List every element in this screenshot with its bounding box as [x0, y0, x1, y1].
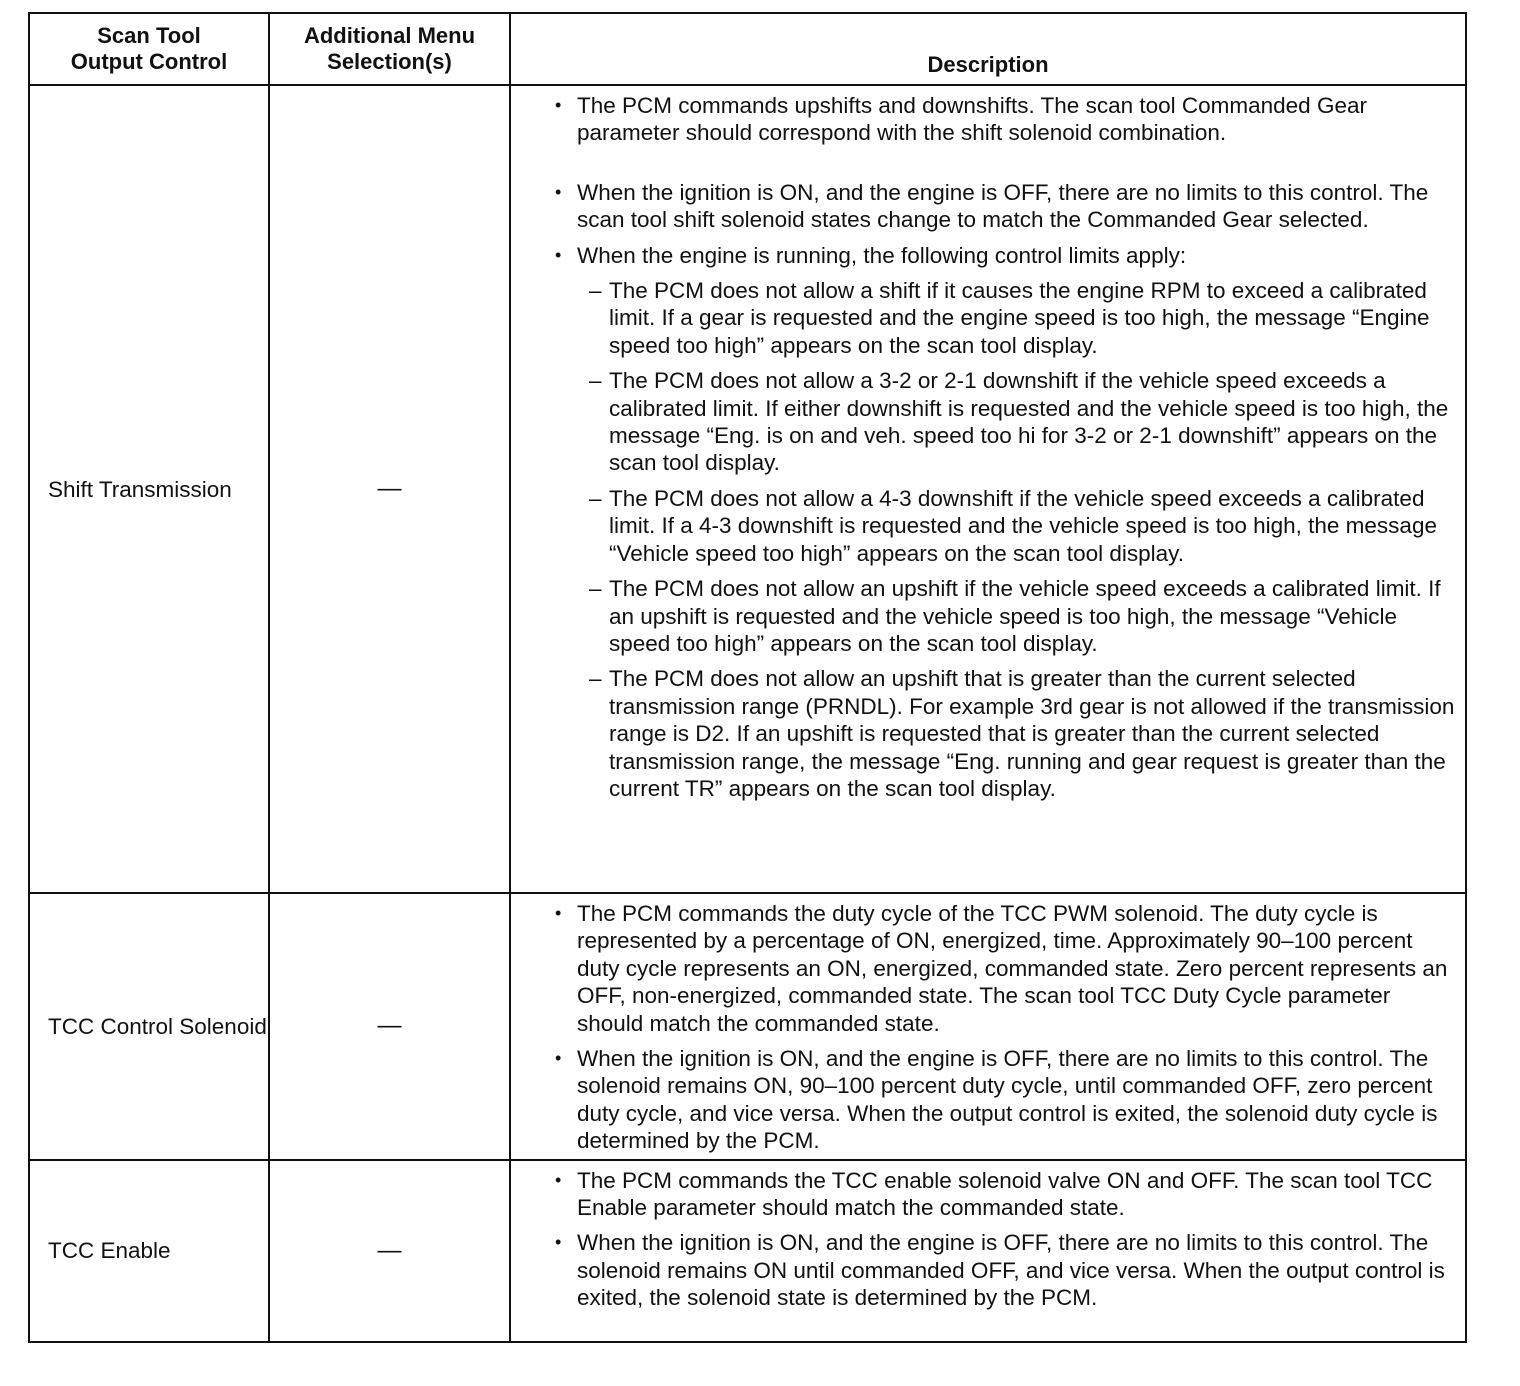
dash-icon: –: [589, 576, 602, 602]
bullet-list: [551, 92, 1455, 802]
bullet-item: • The PCM commands the duty cycle of the TCC PWM solenoid. The duty cycle is represented by a percentage of ON, energized, time. Approximately 90–100 percent duty cycle represents an ON, energized, commanded state. Zero percent represents an OFF, non-energized, commanded state. The scan tool TCC Duty Cycle parameter should match the commanded state.: [555, 901, 1448, 1036]
output-control-table: [28, 12, 1467, 1343]
bullet-icon: •: [555, 1232, 562, 1253]
sub-item: – The PCM does not allow an upshift that is greater than the current selected transmission range (PRNDL). For example 3rd gear is not allowed if the transmission range is D2. If an upshift is requested that is greater than the current selected transmission range, the message “Eng. running and gear request is greater than the current TR” appears on the scan tool display.: [589, 666, 1455, 801]
control-name-cell: Shift Transmission: [29, 85, 269, 893]
menu-selection-cell: —: [269, 85, 510, 893]
dash-icon: –: [589, 278, 602, 304]
header-menu: Additional Menu Selection(s): [269, 13, 510, 85]
description-cell: [510, 893, 1466, 1160]
dash-icon: –: [589, 666, 602, 692]
sub-item: – The PCM does not allow a 4-3 downshift if the vehicle speed exceeds a calibrated limit. If a 4-3 downshift is requested and the vehicle speed is too high, the message “Vehicle speed too high” appears on the scan tool display.: [589, 485, 1437, 566]
control-name-cell: TCC Control Solenoid: [29, 893, 269, 1160]
sub-item: – The PCM does not allow a 3-2 or 2-1 downshift if the vehicle speed exceeds a calibrated limit. If either downshift is requested and the vehicle speed is too high, the message “Eng. is on and veh. speed too hi for 3-2 or 2-1 downshift” appears on the scan tool display.: [589, 368, 1449, 476]
description-cell: [510, 85, 1466, 893]
bullet-icon: •: [555, 1169, 562, 1190]
bullet-item: • When the ignition is ON, and the engine is OFF, there are no limits to this control. The scan tool shift solenoid states change to match the Commanded Gear selected.: [555, 179, 1429, 233]
control-name-cell: TCC Enable: [29, 1160, 269, 1342]
bullet-icon: •: [555, 95, 562, 115]
bullet-item: • When the ignition is ON, and the engine is OFF, there are no limits to this control. The solenoid remains ON, 90–100 percent duty cycle, until commanded OFF, zero percent duty cycle, and vice versa. When the output control is exited, the solenoid duty cycle is determined by the PCM.: [555, 1046, 1438, 1154]
menu-selection-cell: —: [269, 1160, 510, 1342]
bullet-icon: •: [555, 903, 562, 923]
bullet-icon: •: [555, 1048, 562, 1069]
description-cell: [510, 1160, 1466, 1342]
bullet-icon: •: [555, 244, 562, 265]
bullet-list: [551, 1167, 1455, 1312]
bullet-item: • The PCM commands the TCC enable solenoid valve ON and OFF. The scan tool TCC Enable parameter should match the commanded state.: [555, 1167, 1433, 1221]
table-row: [29, 85, 1466, 893]
dash-icon: –: [589, 485, 602, 511]
header-description: Description: [510, 13, 1466, 85]
header-control: Scan Tool Output Control: [29, 13, 269, 85]
sub-item: – The PCM does not allow a shift if it causes the engine RPM to exceed a calibrated limit. If a gear is requested and the engine speed is too high, the message “Engine speed too high” appears on the scan tool display.: [589, 278, 1430, 358]
bullet-list: [551, 900, 1455, 1155]
dash-icon: –: [589, 368, 602, 394]
sub-list: [577, 277, 1455, 802]
bullet-item: • When the engine is running, the following control limits apply: – The PCM does not allow a shift if it causes the engine RPM to exceed a calibrated limit. If a gear is requested and the engine speed is too high, the message “Engine speed too high” appears on the scan tool display. – The PCM does not allow a 3-2 or 2-1 downshift if the vehicle speed exceeds a calibrated limit. If either downshift is requested and the vehicle speed is too high, the message “Eng. is on and veh. speed too hi for 3-2 or 2-1 downshift” appears on the scan tool display. – The PCM does not allow a 4-3 downshift if the vehicle speed exceeds a calibrated limit. If a 4-3 downshift is requested and the vehicle speed is too high, the message “Vehicle speed too high” appears on the scan tool display. – The PCM does not allow an upshift if the vehicle speed exceeds a calibrated limit. If an upshift is requested and the vehicle speed is too high, the message “Vehicle speed too high” appears on the scan tool display. – The PCM does not allow an upshift that is greater than the current selected transmission range (PRNDL). For example 3rd gear is not allowed if the transmission range is D2. If an upshift is requested that is greater than the current selected transmission range, the message “Eng. running and gear request is greater than the current TR” appears on the scan tool display.: [555, 242, 1455, 801]
menu-selection-cell: —: [269, 893, 510, 1160]
sub-item: – The PCM does not allow an upshift if the vehicle speed exceeds a calibrated limit. If an upshift is requested and the vehicle speed is too high, the message “Vehicle speed too high” appears on the scan tool display.: [589, 576, 1441, 656]
bullet-item: • When the ignition is ON, and the engine is OFF, there are no limits to this control. The solenoid remains ON until commanded OFF, and vice versa. When the output control is exited, the solenoid state is determined by the PCM.: [555, 1230, 1445, 1311]
table-header-row: [29, 13, 1466, 85]
table-row: [29, 1160, 1466, 1342]
bullet-item: • The PCM commands upshifts and downshifts. The scan tool Commanded Gear parameter should correspond with the shift solenoid combination.: [555, 93, 1367, 146]
table-row: [29, 893, 1466, 1160]
bullet-icon: •: [555, 181, 562, 202]
